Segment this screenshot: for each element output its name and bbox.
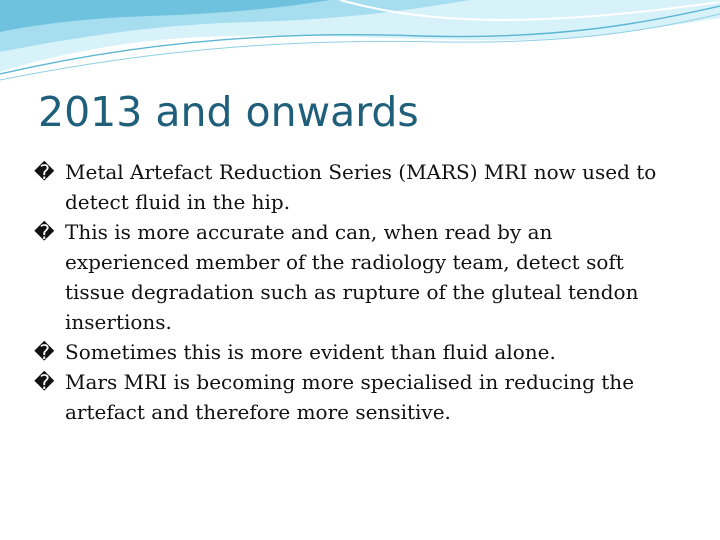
bullet-marker-icon: � <box>34 160 55 184</box>
bullet-text: Metal Artefact Reduction Series (MARS) MRI now used to detect fluid in the hip. <box>65 160 657 214</box>
bullet-text: This is more accurate and can, when read by an experienced member of the radiology team, detect soft tissue degradation such as rupture of the gluteal tendon insertions. <box>65 220 639 334</box>
bullet-item <box>34 157 674 217</box>
bullet-item <box>34 367 674 427</box>
bullet-marker-icon: � <box>34 370 55 394</box>
bullet-text: Mars MRI is becoming more specialised in reducing the artefact and therefore more sensitive. <box>65 370 635 424</box>
header-wave-decoration <box>0 0 720 90</box>
slide-title: 2013 and onwards <box>38 88 419 136</box>
bullet-text: Sometimes this is more evident than fluid alone. <box>65 340 556 364</box>
bullet-item <box>34 337 674 367</box>
bullet-marker-icon: � <box>34 340 55 364</box>
bullet-item <box>34 217 674 337</box>
bullet-list <box>34 157 674 427</box>
bullet-marker-icon: � <box>34 220 55 244</box>
